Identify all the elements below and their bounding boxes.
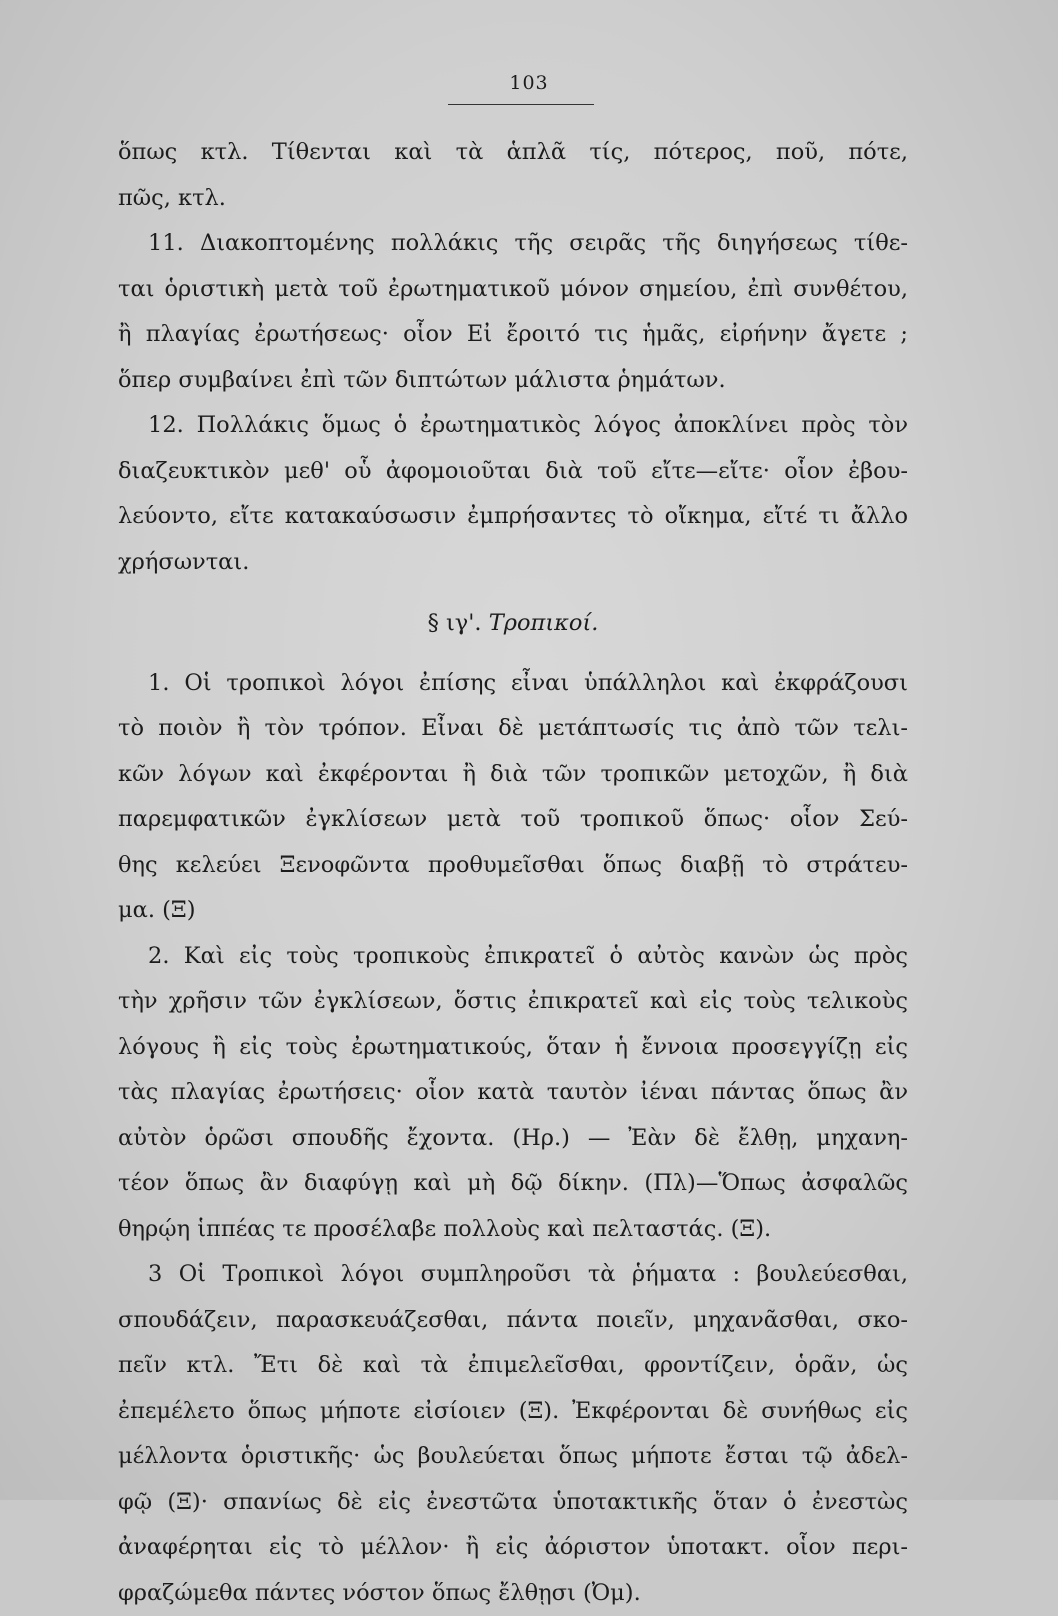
text-line: ὅπερ συμβαίνει ἐπὶ τῶν διπτώτων μάλιστα ῥημάτων. [118,358,908,404]
paragraphs-after-section [118,661,908,1616]
text-line: ἢ πλαγίας ἐρωτήσεως· οἷον Εἰ ἔροιτό τις ἡμᾶς, εἰρήνην ἄγετε ; [118,312,908,358]
text-line: τέον ὅπως ἂν διαφύγῃ καὶ μὴ δῷ δίκην. (Πλ)—Ὅπως ἀσφαλῶς [118,1161,908,1207]
body-text [118,130,908,1616]
text-line: ἐπεμέλετο ὅπως μήποτε εἰσίοιεν (Ξ). Ἐκφέρονται δὲ συνήθως εἰς [118,1389,908,1435]
section-heading [118,601,908,647]
text-line: 11. Διακοπτομένης πολλάκις τῆς σειρᾶς τῆς διηγήσεως τίθε- [118,221,908,267]
text-line: λεύοντο, εἴτε κατακαύσωσιν ἐμπρήσαντες τὸ οἴκημα, εἴτέ τι ἄλλο [118,494,908,540]
text-line: μέλλοντα ὁριστικῆς· ὡς βουλεύεται ὅπως μήποτε ἔσται τῷ ἀδελ- [118,1434,908,1480]
text-line: τὸ ποιὸν ἢ τὸν τρόπον. Εἶναι δὲ μετάπτωσίς τις ἀπὸ τῶν τελι- [118,706,908,752]
text-line: 1. Οἱ τροπικοὶ λόγοι ἐπίσης εἶναι ὑπάλληλοι καὶ ἐκφράζουσι [118,661,908,707]
text-line: θηρῴη ἱππέας τε προσέλαβε πολλοὺς καὶ πελταστάς. (Ξ). [118,1207,908,1253]
text-line: ἀναφέρηται εἰς τὸ μέλλον· ἢ εἰς ἀόριστον ὑποτακτ. οἷον περι- [118,1525,908,1571]
section-title: Τροπικοί. [489,610,599,636]
text-line: ται ὁριστικὴ μετὰ τοῦ ἐρωτηματικοῦ μόνον σημείου, ἐπὶ συνθέτου, [118,267,908,313]
text-line: 12. Πολλάκις ὅμως ὁ ἐρωτηματικὸς λόγος ἀποκλίνει πρὸς τὸν [118,403,908,449]
text-line: θης κελεύει Ξενοφῶντα προθυμεῖσθαι ὅπως διαβῇ τὸ στράτευ- [118,843,908,889]
text-line: πῶς, κτλ. [118,176,908,222]
page-number: 103 [0,72,1058,94]
text-line: 3 Οἱ Τροπικοὶ λόγοι συμπληροῦσι τὰ ῥήματα : βουλεύεσθαι, [118,1252,908,1298]
text-line: τὴν χρῆσιν τῶν ἐγκλίσεων, ὅστις ἐπικρατεῖ καὶ εἰς τοὺς τελικοὺς [118,979,908,1025]
text-line: κῶν λόγων καὶ ἐκφέρονται ἢ διὰ τῶν τροπικῶν μετοχῶν, ἢ διὰ [118,752,908,798]
text-line: μα. (Ξ) [118,888,908,934]
text-line: 2. Καὶ εἰς τοὺς τροπικοὺς ἐπικρατεῖ ὁ αὐτὸς κανὼν ὡς πρὸς [118,934,908,980]
text-line: πεῖν κτλ. Ἔτι δὲ καὶ τὰ ἐπιμελεῖσθαι, φροντίζειν, ὁρᾶν, ὡς [118,1343,908,1389]
text-line: ὅπως κτλ. Τίθενται καὶ τὰ ἁπλᾶ τίς, πότερος, ποῦ, πότε, [118,130,908,176]
text-line: σπουδάζειν, παρασκευάζεσθαι, πάντα ποιεῖν, μηχανᾶσθαι, σκο- [118,1298,908,1344]
text-line: χρήσωνται. [118,540,908,586]
text-line: λόγους ἢ εἰς τοὺς ἐρωτηματικούς, ὅταν ἡ ἔννοια προσεγγίζῃ εἰς [118,1025,908,1071]
text-line: παρεμφατικῶν ἐγκλίσεων μετὰ τοῦ τροπικοῦ ὅπως· οἷον Σεύ- [118,797,908,843]
text-line: τὰς πλαγίας ἐρωτήσεις· οἷον κατὰ ταυτὸν ἰέναι πάντας ὅπως ἂν [118,1070,908,1116]
section-number: § ιγ'. [428,610,482,636]
text-line: φῷ (Ξ)· σπανίως δὲ εἰς ἐνεστῶτα ὑποτακτικῆς ὅταν ὁ ἐνεστὼς [118,1480,908,1526]
text-line: διαζευκτικὸν μεθ' οὗ ἀφομοιοῦται διὰ τοῦ εἴτε—εἴτε· οἷον ἐβου- [118,449,908,495]
paragraphs-before-section [118,130,908,585]
text-line: φραζώμεθα πάντες νόστον ὅπως ἔλθῃσι (Ὀμ). [118,1571,908,1616]
text-line: αὐτὸν ὁρῶσι σπουδῆς ἔχοντα. (Ηρ.) — Ἐὰν δὲ ἔλθῃ, μηχανη- [118,1116,908,1162]
header-rule [448,104,594,105]
